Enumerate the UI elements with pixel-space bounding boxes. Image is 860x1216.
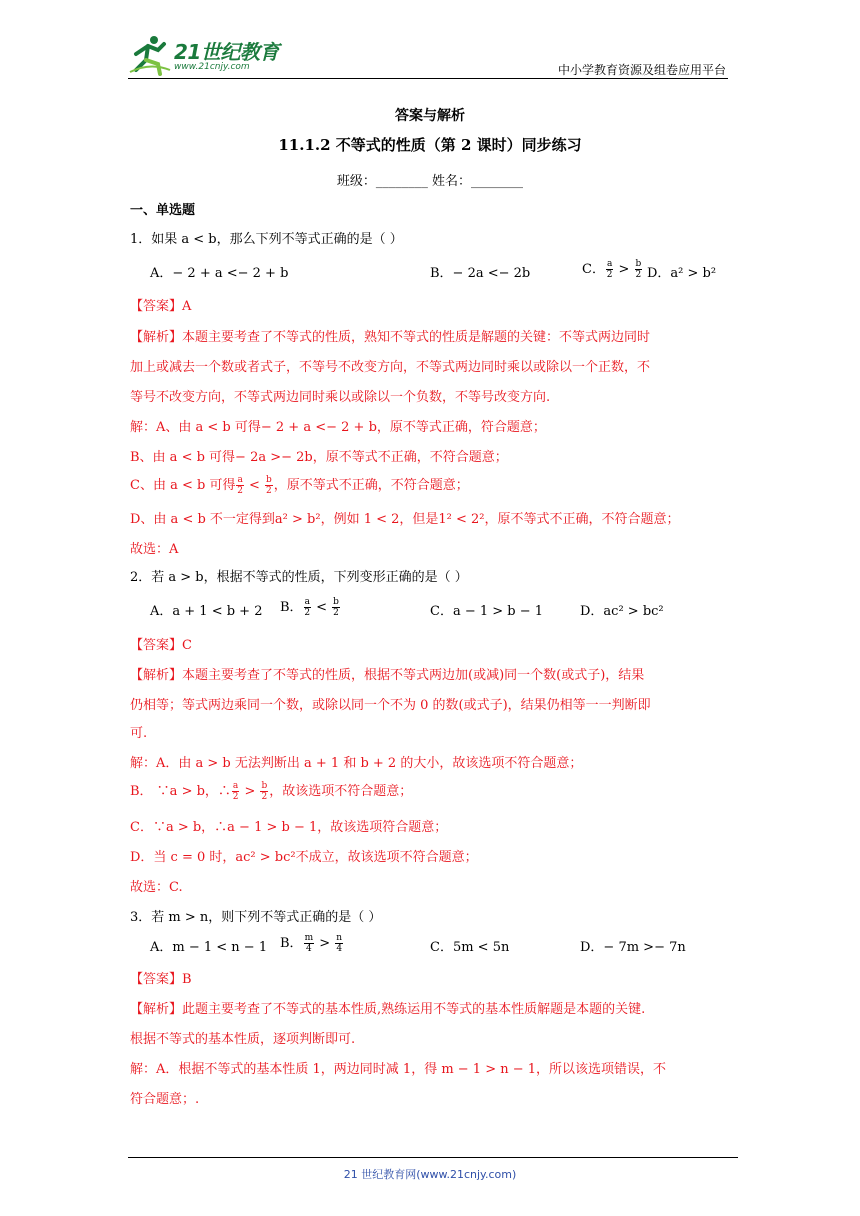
q2-analysis-2: 仍相等；等式两边乘同一个数，或除以同一个不为 0 的数(或式子)，结果仍相等一一判断即 <box>130 698 651 713</box>
footer-link[interactable]: 21 世纪教育网(www.21cnjy.com) <box>343 1168 517 1181</box>
q3-analysis-1: 【解析】此题主要考查了不等式的基本性质,熟练运用不等式的基本性质解题是本题的关键. <box>130 1002 646 1017</box>
fraction: $\frac{b}{2}$ <box>635 259 642 280</box>
footer-divider <box>128 1157 738 1158</box>
q2-analysis-1: 【解析】本题主要考查了不等式的性质，根据不等式两边加(或减)同一个数(或式子)，结果 <box>130 668 645 683</box>
q2-answer: 【答案】C <box>130 638 192 653</box>
q2-option-c: C．a − 1 > b − 1 <box>430 604 544 619</box>
q3-analysis-2: 根据不等式的基本性质，逐项判断即可. <box>130 1032 356 1047</box>
q2-analysis-3: 可. <box>130 726 148 741</box>
q2-option-a: A．a + 1 < b + 2 <box>150 604 263 619</box>
q2-solution-1: 解：A．由 a > b 无法判断出 a + 1 和 b + 2 的大小，故该选项不符合题意； <box>130 756 583 771</box>
q1-option-c-label: C． <box>582 262 605 277</box>
q2-solution-2: B． ∵a > b，∴ $\frac{a}{2}$ > $\frac{b}{2}$ ，故该选项不符合题意； <box>130 781 413 802</box>
q2-solution-4: D．当 c = 0 时，ac² > bc²不成立，故该选项不符合题意； <box>130 850 478 865</box>
logo-url: www.21cnjy.com <box>174 62 250 72</box>
q2-final: 故选：C. <box>130 880 183 895</box>
section-heading: 一、单选题 <box>130 203 196 218</box>
q3-solution-1: 解：A．根据不等式的基本性质 1，两边同时减 1，得 m − 1 > n − 1，所以该选项错误，不 <box>130 1062 667 1077</box>
header-divider <box>128 78 728 79</box>
q1-option-d: D．a² > b² <box>647 266 717 281</box>
q1-option-c: C． $\frac{a}{2}$ > $\frac{b}{2}$ <box>582 259 642 280</box>
platform-label: 中小学教育资源及组卷应用平台 <box>557 63 726 77</box>
site-logo <box>128 32 288 78</box>
q3-option-c: C．5m < 5n <box>430 940 510 955</box>
q2-option-d: D．ac² > bc² <box>580 604 664 619</box>
q1-final: 故选：A <box>130 542 179 557</box>
q3-option-a: A．m − 1 < n − 1 <box>150 940 268 955</box>
q1-solution-3: C、由 a < b 可得 $\frac{a}{2}$ < $\frac{b}{2}$ ，原不等式不正确，不符合题意； <box>130 475 469 496</box>
q1-analysis-3: 等号不改变方向，不等式两边同时乘以或除以一个负数，不等号改变方向. <box>130 390 551 405</box>
doc-type-title: 答案与解析 <box>395 108 465 124</box>
q1-option-b: B．− 2a <− 2b <box>430 266 531 281</box>
q1-solution-2: B、由 a < b 可得− 2a >− 2b，原不等式不正确，不符合题意； <box>130 450 508 465</box>
q1-analysis-2: 加上或减去一个数或者式子，不等号不改变方向，不等式两边同时乘以或除以一个正数，不 <box>130 360 651 375</box>
fraction: $\frac{a}{2}$ <box>606 259 613 280</box>
q2-solution-3: C．∵a > b，∴a − 1 > b − 1，故该选项符合题意； <box>130 820 448 835</box>
lesson-title: 11.1.2 不等式的性质（第 2 课时）同步练习 <box>278 136 582 154</box>
q2-stem: 2．若 a > b，根据不等式的性质，下列变形正确的是（ ） <box>130 570 468 585</box>
q1-analysis-1: 【解析】本题主要考查了不等式的性质，熟知不等式的性质是解题的关键：不等式两边同时 <box>130 330 651 345</box>
q3-stem: 3．若 m > n，则下列不等式正确的是（ ） <box>130 910 382 925</box>
runner-logo-icon <box>128 32 172 76</box>
q2-option-b: B． $\frac{a}{2}$ < $\frac{b}{2}$ <box>280 597 339 618</box>
q3-option-d: D．− 7m >− 7n <box>580 940 686 955</box>
class-name-line: 班级：________ 姓名：________ <box>336 174 524 189</box>
q1-solution-1: 解：A、由 a < b 可得− 2 + a <− 2 + b，原不等式正确，符合题意； <box>130 420 546 435</box>
q1-solution-4: D、由 a < b 不一定得到a² > b²，例如 1 < 2，但是1² < 2²，原不等式不正确，不符合题意； <box>130 512 680 527</box>
q3-option-b: B． $\frac{m}{4}$ > $\frac{n}{4}$ <box>280 933 343 954</box>
logo-text: 21世纪教育 <box>174 40 279 64</box>
q1-option-a: A．− 2 + a <− 2 + b <box>150 266 289 281</box>
q3-solution-2: 符合题意；. <box>130 1092 200 1107</box>
q3-answer: 【答案】B <box>130 972 192 987</box>
q1-answer: 【答案】A <box>130 299 192 314</box>
q1-stem: 1．如果 a < b，那么下列不等式正确的是（ ） <box>130 232 403 247</box>
